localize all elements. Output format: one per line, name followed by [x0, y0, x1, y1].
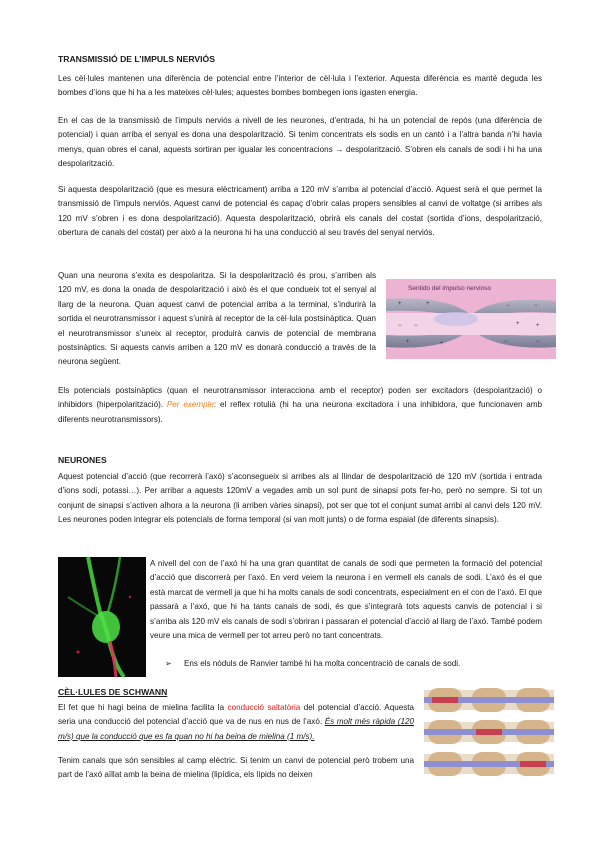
paragraph [58, 384, 542, 427]
bullet-arrow-icon: ➢ [165, 659, 172, 668]
section-title-transmissio: TRANSMISSIÓ DE L’IMPULS NERVIÓS [58, 54, 215, 64]
svg-text:−: − [534, 303, 538, 309]
paragraph-text: El fet que hi hagi beina de mielina facilita la [58, 703, 228, 712]
saltatory-conduction-diagram [424, 686, 554, 786]
svg-text:+: + [398, 301, 402, 307]
svg-text:+: + [406, 339, 410, 345]
paragraph: Aquest potencial d’acció (que recorrerà l’axó) s’aconsegueix si arribes als al llindar de despolarització de 120 mV (sortida i entrada d’ions sodi, potassi…). Per arribar a aquests 120mV a vegades amb un sol punt de sinapsi pots fer-ho, però no sempre. Si tot un conjunt de sinapsi s’activen alhora a la neurona (li arriben vàries sinapsi), pot ser que tot el conjunt sumat arribi al canvi dels 120 mV. Les neurones poden integrar els potencials de forma temporal (si van molt junts) o de forma espaial (de diferents sinapsis). [58, 472, 542, 525]
paragraph-text: Els potencials postsinàptics (quan el neurotransmissor interacciona amb el receptor) poden ser excitadors (despolarització) o inhibidors (hiperpolarització). [58, 386, 542, 410]
svg-text:+: + [516, 321, 520, 327]
neuron-image [58, 557, 146, 677]
paragraph: Si aquesta despolarització (que es mesura elèctricament) arriba a 120 mV s’arriba al potencial d’acció. Aquest serà el que permet la transmissió de l’impuls nerviós. Aquest canvi de potencial és capaç d’obrir calas propers sensibles al canvi de voltatge (si arribes als 120 mV s’obren i es dona despolarització). Aquesta despolarització, obrirà els canals del costat (sortida d’ions, despolarització, obertura de canals del costat) per això a la neurona hi ha una conducció al seu través del senyal nerviós. [58, 185, 542, 238]
neuron-micrograph [58, 557, 146, 677]
bullet-item: Ens els nòduls de Ranvier també hi ha molta concentració de canals de sodi. [184, 659, 461, 668]
paragraph: Les cèl·lules mantenen una diferència de potencial entre l’interior de cèl·lula i l’exterior. Aquesta diferència es manté deguda les bombes d’ions que hi ha a les mateixes cèl·lules; aquestes bombes bombegen ions igasten energia. [58, 74, 542, 98]
example-label: Per exemple [166, 400, 214, 410]
paragraph: A nivell del con de l’axó hi ha una gran quantitat de canals de sodi que permeten la formació del potencial d’acció que discorrerà per l’axó. En verd veiem la neurona i en vermell els canals de sodi. L’axó és el que està marcat de vermell ja que hi ha molts canals de sodi concentrats, especialment en el con de l’axó. El que passarà a l’axó, que hi ha tants canals de sodi, és que s’integrarà tots aquests canvis de potencial i si s’arriba als 120 mV els canals de sodi s’obriran i passaran el potencial d’acció al llarg de l’axó. També podem veure una mica de vermell per tot arreu però no tant concentrats. [150, 559, 542, 641]
axon-row [424, 688, 554, 712]
saltatory-conduction-figure [424, 686, 554, 786]
nerve-impulse-diagram [386, 279, 556, 359]
section-title-schwann: CÈL·LULES DE SCHWANN [58, 687, 168, 697]
nerve-impulse-figure [386, 279, 556, 359]
paragraph: Tenim canals que són sensibles al camp elèctric. Si tenim un canvi de potencial però trobem una part de l’axó aïllat amb la beina de mielina (lipídica, els lípids no deixen [58, 756, 414, 780]
svg-text:−: − [536, 339, 540, 345]
figure-label: Sentido del impulso nervioso [408, 285, 492, 292]
svg-text:+: + [536, 323, 540, 329]
section-title-neurones: NEURONES [58, 455, 107, 465]
paragraph-text: del potencial d’acció. Aquesta seria una conducció del potencial d’acció que va de nus en nus de l’axó. [58, 703, 414, 727]
paragraph: Quan una neurona s’exita es despolaritza. Si la despolarització és prou, s’arriben als 120 mV, es dona la onada de despolarització i això és el que condueix tot el senyal al llarg de la neurona. Quan aquest canvi de potencial arriba a la terminal, s’indurirà la sortida el neurotransmissor i aquest s’unirà al receptor de la cèl·lula postsinàptica. Quan el neurotransmissor s’uneix al receptor, produirà canvis de potencial de membrana postsinàptics. Si aquests canvis arriben a 120 mV es donarà conducció a través de la neurona següent. [58, 271, 376, 367]
svg-text:+: + [440, 341, 444, 347]
svg-text:+: + [426, 301, 430, 307]
paragraph [58, 701, 414, 744]
paragraph: En el cas de la transmissió de l’impuls nerviós a nivell de les neurones, d’entrada, hi ha un potencial de repós (una diferència de potencial) i quan arriba el senyal es dona una despolarització. Si tenim concentrats els sodis en un cantó i a l’altra banda n’hi havia menys, quan obres el canal, aquests sortiran per igualar les concentracions → despolarització. S’obren els canals de sodi i hi ha una despolarització. [58, 116, 542, 169]
underlined-text: És molt més ràpida (120 m/s) que la conducció que es fa quan no hi ha beina de mielina (1 m/s). [58, 717, 414, 741]
svg-text:−: − [398, 323, 402, 329]
paragraph-text: : el reflex rotulià (hi ha una neurona excitadora i una inhibidora, que funcionaven amb diferents neurotransmissors). [58, 400, 543, 424]
svg-text:−: − [506, 303, 510, 309]
highlight-term: conducció saltatòria [227, 703, 301, 712]
svg-text:−: − [504, 339, 508, 345]
svg-text:−: − [414, 323, 418, 329]
